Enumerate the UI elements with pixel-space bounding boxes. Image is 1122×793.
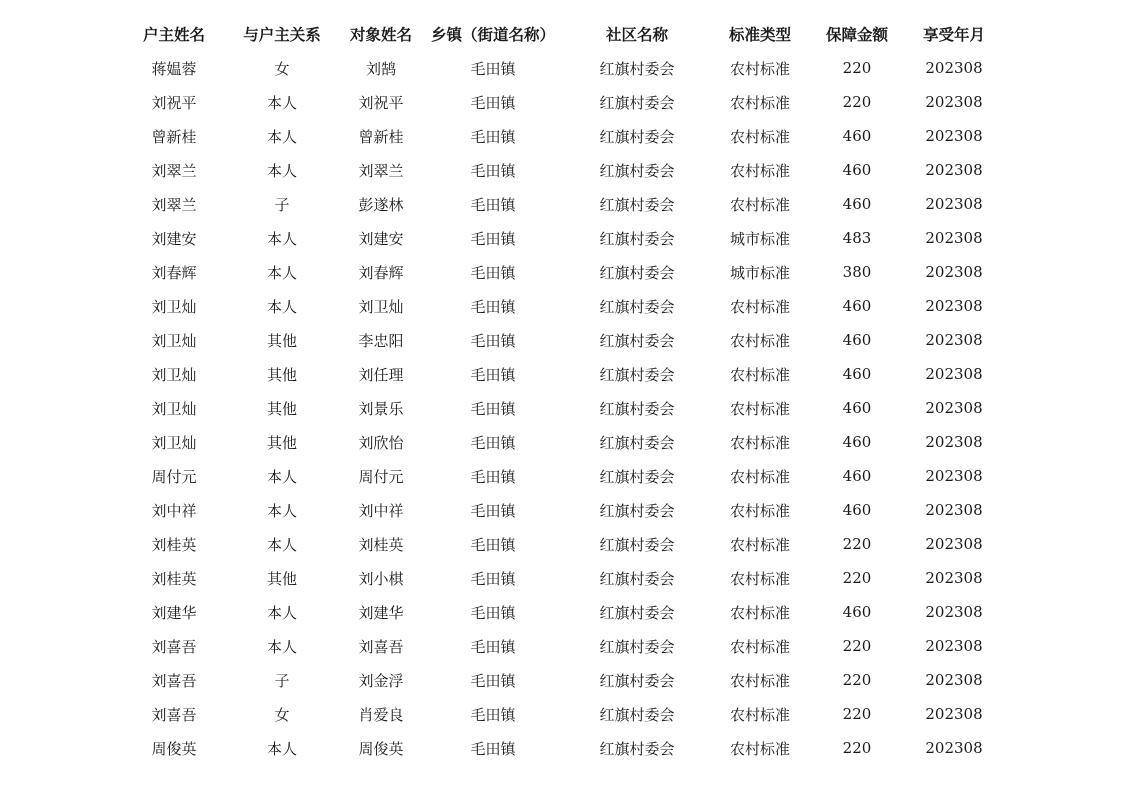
cell-householder-name: 刘中祥 [151,501,197,520]
cell-period: 202308 [925,263,983,281]
cell-recipient-name: 李忠阳 [358,331,404,350]
cell-amount: 460 [842,603,872,621]
cell-recipient-name: 肖爱良 [358,705,404,724]
cell-amount: 380 [842,263,872,281]
cell-period: 202308 [925,59,983,77]
cell-amount: 460 [842,195,872,213]
cell-township: 毛田镇 [470,263,516,282]
column-header-period: 享受年月 [922,26,985,44]
table-row [124,357,1004,391]
cell-period: 202308 [925,569,983,587]
cell-recipient-name: 刘祝平 [358,93,404,112]
cell-period: 202308 [925,433,983,451]
cell-standard-type: 农村标准 [729,365,790,384]
cell-township: 毛田镇 [470,535,516,554]
cell-householder-name: 刘建华 [151,603,197,622]
cell-amount: 460 [842,501,872,519]
cell-community: 红旗村委会 [599,127,675,146]
cell-community: 红旗村委会 [599,671,675,690]
cell-community: 红旗村委会 [599,705,675,724]
cell-householder-name: 周付元 [151,467,197,486]
table-row [124,425,1004,459]
table-row [124,391,1004,425]
cell-township: 毛田镇 [470,127,516,146]
table-row [124,153,1004,187]
cell-relation: 子 [274,671,290,690]
table-row [124,561,1004,595]
cell-standard-type: 城市标准 [729,229,790,248]
table-row [124,459,1004,493]
cell-relation: 本人 [266,535,297,554]
cell-standard-type: 农村标准 [729,535,790,554]
cell-recipient-name: 刘金浮 [358,671,404,690]
cell-period: 202308 [925,739,983,757]
cell-community: 红旗村委会 [599,535,675,554]
cell-standard-type: 农村标准 [729,127,790,146]
cell-householder-name: 刘卫灿 [151,297,197,316]
table-row [124,663,1004,697]
table-row [124,51,1004,85]
table-row [124,255,1004,289]
cell-amount: 220 [842,569,872,587]
cell-relation: 其他 [266,331,297,350]
cell-householder-name: 蒋媪蓉 [151,59,197,78]
cell-relation: 女 [274,705,290,724]
cell-community: 红旗村委会 [599,467,675,486]
cell-township: 毛田镇 [470,739,516,758]
cell-standard-type: 农村标准 [729,195,790,214]
cell-township: 毛田镇 [470,671,516,690]
cell-householder-name: 刘祝平 [151,93,197,112]
cell-householder-name: 刘桂英 [151,569,197,588]
cell-community: 红旗村委会 [599,93,675,112]
cell-period: 202308 [925,93,983,111]
cell-recipient-name: 刘喜吾 [358,637,404,656]
cell-amount: 220 [842,671,872,689]
cell-recipient-name: 周俊英 [358,739,404,758]
cell-recipient-name: 曾新桂 [358,127,404,146]
cell-township: 毛田镇 [470,433,516,452]
cell-amount: 220 [842,637,872,655]
cell-amount: 220 [842,59,872,77]
cell-standard-type: 农村标准 [729,569,790,588]
table-row [124,527,1004,561]
cell-standard-type: 农村标准 [729,705,790,724]
cell-relation: 本人 [266,467,297,486]
cell-householder-name: 刘桂英 [151,535,197,554]
cell-township: 毛田镇 [470,637,516,656]
column-header-amount: 保障金额 [825,26,888,44]
cell-householder-name: 刘卫灿 [151,365,197,384]
cell-relation: 本人 [266,603,297,622]
cell-amount: 460 [842,127,872,145]
cell-period: 202308 [925,671,983,689]
cell-recipient-name: 刘建华 [358,603,404,622]
table-row [124,119,1004,153]
cell-standard-type: 农村标准 [729,501,790,520]
cell-relation: 子 [274,195,290,214]
cell-recipient-name: 刘任理 [358,365,404,384]
table-row [124,493,1004,527]
cell-relation: 女 [274,59,290,78]
cell-relation: 其他 [266,569,297,588]
cell-community: 红旗村委会 [599,399,675,418]
cell-community: 红旗村委会 [599,263,675,282]
cell-township: 毛田镇 [470,297,516,316]
cell-relation: 其他 [266,365,297,384]
column-header-community: 社区名称 [605,26,668,44]
cell-township: 毛田镇 [470,59,516,78]
cell-standard-type: 农村标准 [729,161,790,180]
table-row [124,731,1004,765]
cell-community: 红旗村委会 [599,331,675,350]
cell-standard-type: 农村标准 [729,297,790,316]
cell-amount: 220 [842,739,872,757]
cell-period: 202308 [925,127,983,145]
cell-standard-type: 农村标准 [729,59,790,78]
cell-householder-name: 曾新桂 [151,127,197,146]
cell-relation: 本人 [266,297,297,316]
cell-householder-name: 刘卫灿 [151,433,197,452]
cell-township: 毛田镇 [470,365,516,384]
cell-relation: 本人 [266,739,297,758]
cell-community: 红旗村委会 [599,501,675,520]
cell-amount: 460 [842,365,872,383]
cell-householder-name: 刘卫灿 [151,399,197,418]
cell-amount: 460 [842,297,872,315]
column-header-householder-name: 户主姓名 [142,26,205,44]
cell-township: 毛田镇 [470,161,516,180]
cell-period: 202308 [925,501,983,519]
cell-recipient-name: 彭遂林 [358,195,404,214]
cell-relation: 本人 [266,93,297,112]
cell-recipient-name: 刘卫灿 [358,297,404,316]
cell-amount: 220 [842,705,872,723]
cell-community: 红旗村委会 [599,569,675,588]
cell-relation: 其他 [266,399,297,418]
cell-standard-type: 农村标准 [729,433,790,452]
cell-householder-name: 刘喜吾 [151,671,197,690]
cell-recipient-name: 刘景乐 [358,399,404,418]
cell-community: 红旗村委会 [599,603,675,622]
cell-amount: 460 [842,161,872,179]
cell-township: 毛田镇 [470,399,516,418]
cell-householder-name: 周俊英 [151,739,197,758]
cell-recipient-name: 周付元 [358,467,404,486]
cell-relation: 其他 [266,433,297,452]
cell-householder-name: 刘翠兰 [151,195,197,214]
cell-standard-type: 农村标准 [729,331,790,350]
cell-householder-name: 刘翠兰 [151,161,197,180]
cell-township: 毛田镇 [470,195,516,214]
cell-recipient-name: 刘建安 [358,229,404,248]
column-header-relation: 与户主关系 [243,26,321,44]
cell-recipient-name: 刘欣怡 [358,433,404,452]
cell-period: 202308 [925,161,983,179]
cell-householder-name: 刘建安 [151,229,197,248]
cell-recipient-name: 刘小棋 [358,569,404,588]
cell-period: 202308 [925,297,983,315]
cell-standard-type: 农村标准 [729,467,790,486]
cell-amount: 460 [842,331,872,349]
allowance-table [124,17,1004,765]
cell-period: 202308 [925,467,983,485]
cell-township: 毛田镇 [470,229,516,248]
column-header-recipient-name: 对象姓名 [349,26,412,44]
cell-standard-type: 农村标准 [729,399,790,418]
table-row [124,187,1004,221]
table-row [124,85,1004,119]
cell-standard-type: 农村标准 [729,739,790,758]
table-row [124,697,1004,731]
cell-standard-type: 农村标准 [729,671,790,690]
cell-householder-name: 刘卫灿 [151,331,197,350]
cell-recipient-name: 刘春辉 [358,263,404,282]
cell-amount: 460 [842,467,872,485]
column-header-standard-type: 标准类型 [728,26,791,44]
cell-period: 202308 [925,365,983,383]
cell-standard-type: 农村标准 [729,637,790,656]
cell-standard-type: 农村标准 [729,93,790,112]
table-header-row [124,17,1004,51]
cell-relation: 本人 [266,127,297,146]
table-row [124,595,1004,629]
cell-amount: 220 [842,535,872,553]
cell-period: 202308 [925,705,983,723]
cell-community: 红旗村委会 [599,229,675,248]
cell-township: 毛田镇 [470,705,516,724]
cell-period: 202308 [925,603,983,621]
cell-householder-name: 刘春辉 [151,263,197,282]
cell-recipient-name: 刘鹄 [365,59,396,78]
table-row [124,221,1004,255]
table-row [124,323,1004,357]
cell-period: 202308 [925,535,983,553]
cell-relation: 本人 [266,161,297,180]
cell-community: 红旗村委会 [599,433,675,452]
cell-township: 毛田镇 [470,501,516,520]
cell-relation: 本人 [266,229,297,248]
cell-township: 毛田镇 [470,569,516,588]
cell-township: 毛田镇 [470,603,516,622]
cell-amount: 483 [842,229,872,247]
cell-householder-name: 刘喜吾 [151,637,197,656]
column-header-township: 乡镇（街道名称） [430,26,555,44]
cell-community: 红旗村委会 [599,59,675,78]
cell-township: 毛田镇 [470,467,516,486]
cell-period: 202308 [925,399,983,417]
cell-recipient-name: 刘翠兰 [358,161,404,180]
cell-period: 202308 [925,229,983,247]
cell-recipient-name: 刘桂英 [358,535,404,554]
cell-community: 红旗村委会 [599,365,675,384]
cell-community: 红旗村委会 [599,739,675,758]
table-body [124,51,1004,765]
cell-amount: 460 [842,433,872,451]
cell-community: 红旗村委会 [599,297,675,316]
cell-amount: 220 [842,93,872,111]
cell-standard-type: 城市标准 [729,263,790,282]
cell-householder-name: 刘喜吾 [151,705,197,724]
table-row [124,289,1004,323]
cell-relation: 本人 [266,637,297,656]
table-row [124,629,1004,663]
cell-period: 202308 [925,195,983,213]
cell-period: 202308 [925,331,983,349]
cell-community: 红旗村委会 [599,637,675,656]
cell-community: 红旗村委会 [599,161,675,180]
cell-township: 毛田镇 [470,331,516,350]
cell-standard-type: 农村标准 [729,603,790,622]
cell-relation: 本人 [266,501,297,520]
cell-township: 毛田镇 [470,93,516,112]
cell-period: 202308 [925,637,983,655]
cell-amount: 460 [842,399,872,417]
cell-relation: 本人 [266,263,297,282]
cell-recipient-name: 刘中祥 [358,501,404,520]
cell-community: 红旗村委会 [599,195,675,214]
